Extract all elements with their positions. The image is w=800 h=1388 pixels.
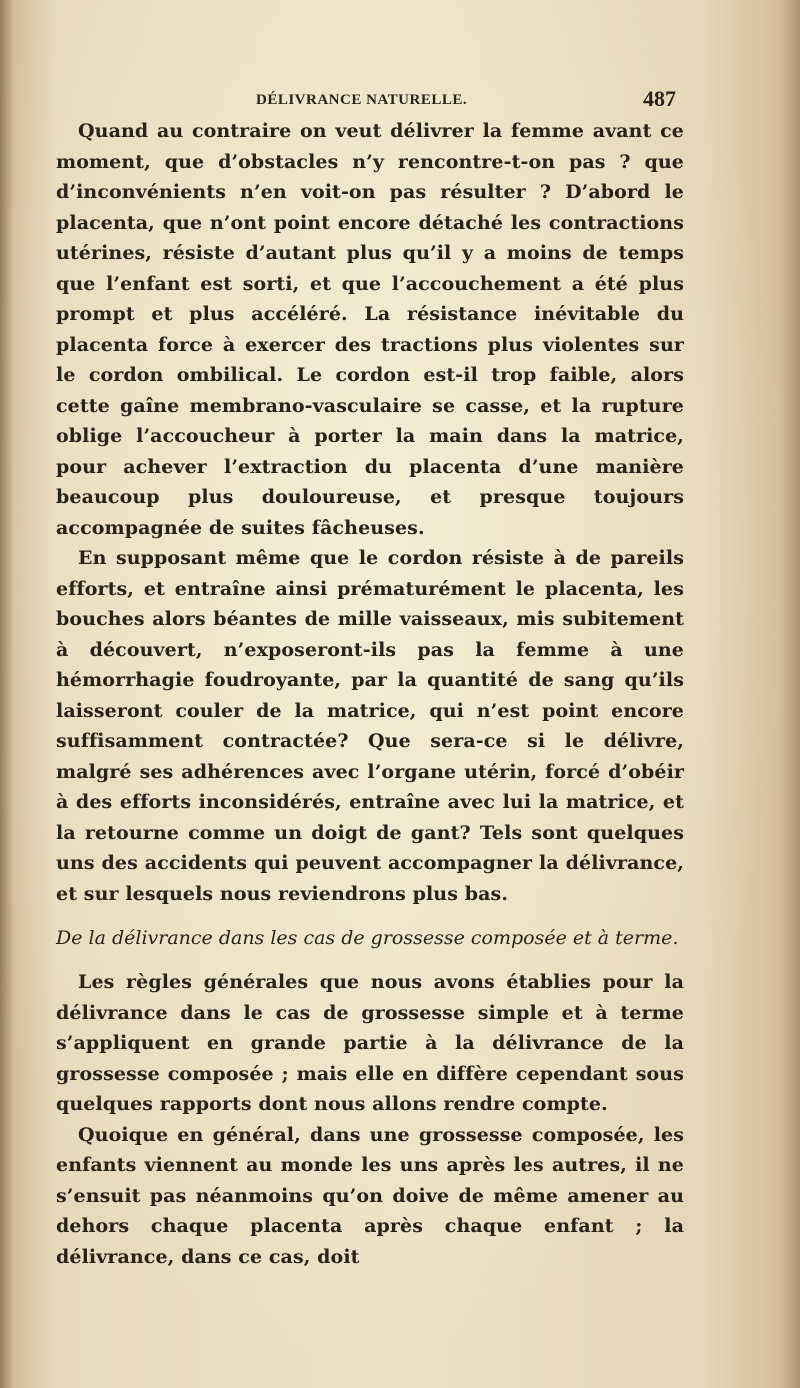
spine-shadow [0,0,14,1388]
paragraph: En supposant même que le cordon résiste à de pareils efforts, et entraîne ainsi prématurément le placenta, les bouches alors béantes de mille vaisseaux, mis subitement à découvert, n’exposeront-ils pas la femme à une hémorrhagie foudroyante, par la quantité de sang qu’ils laisseront couler de la matrice, qui n’est point encore suffisamment contractée? Que sera-ce si le délivre, malgré ses adhérences avec l’organe utérin, forcé d’obéir à des efforts inconsidérés, entraîne avec lui la matrice, et la retourne comme un doigt de gant? Tels sont quelques uns des accidents qui peuvent accompagner la délivrance, et sur lesquels nous reviendrons plus bas. [56,547,684,905]
paragraph: Quoique en général, dans une grossesse composée, les enfants viennent au monde les uns après les autres, il ne s’ensuit pas néanmoins qu’on doive de même amener au dehors chaque placenta après chaque enfant ; la délivrance, dans ce cas, doit [56,1123,684,1268]
page-content [56,86,684,1272]
page-number: 487 [643,86,676,111]
paragraph: Les règles générales que nous avons établies pour la délivrance dans le cas de grossesse simple et à terme s’appliquent en grande partie à la délivrance de la grossesse composée ; mais elle en diffère cependant sous quelques rapports dont nous allons rendre compte. [56,971,684,1115]
body-text [56,116,684,1272]
running-head [56,86,684,116]
paragraph: Quand au contraire on veut délivrer la femme avant ce moment, que d’obstacles n’y rencontre-t-on pas ? que d’inconvénients n’en voit-on pas résulter ? D’abord le placenta, que n’ont point encore détaché les contractions utérines, résiste d’autant plus qu’il y a moins de temps que l’enfant est sorti, et que l’accouchement a été plus prompt et plus accéléré. La résistance inévitable du placenta force à exercer des tractions plus violentes sur le cordon ombilical. Le cordon est-il trop faible, alors cette gaîne membrano-vasculaire se casse, et la rupture oblige l’accoucheur à porter la main dans la matrice, pour achever l’extraction du placenta d’une manière beaucoup plus douloureuse, et presque toujours accompagnée de suites fâcheuses. [56,120,684,539]
section-heading: De la délivrance dans les cas de grossesse composée et à terme. [56,927,679,949]
page-edge-shadow [780,0,800,1388]
running-title: DÉLIVRANCE NATURELLE. [256,92,468,108]
